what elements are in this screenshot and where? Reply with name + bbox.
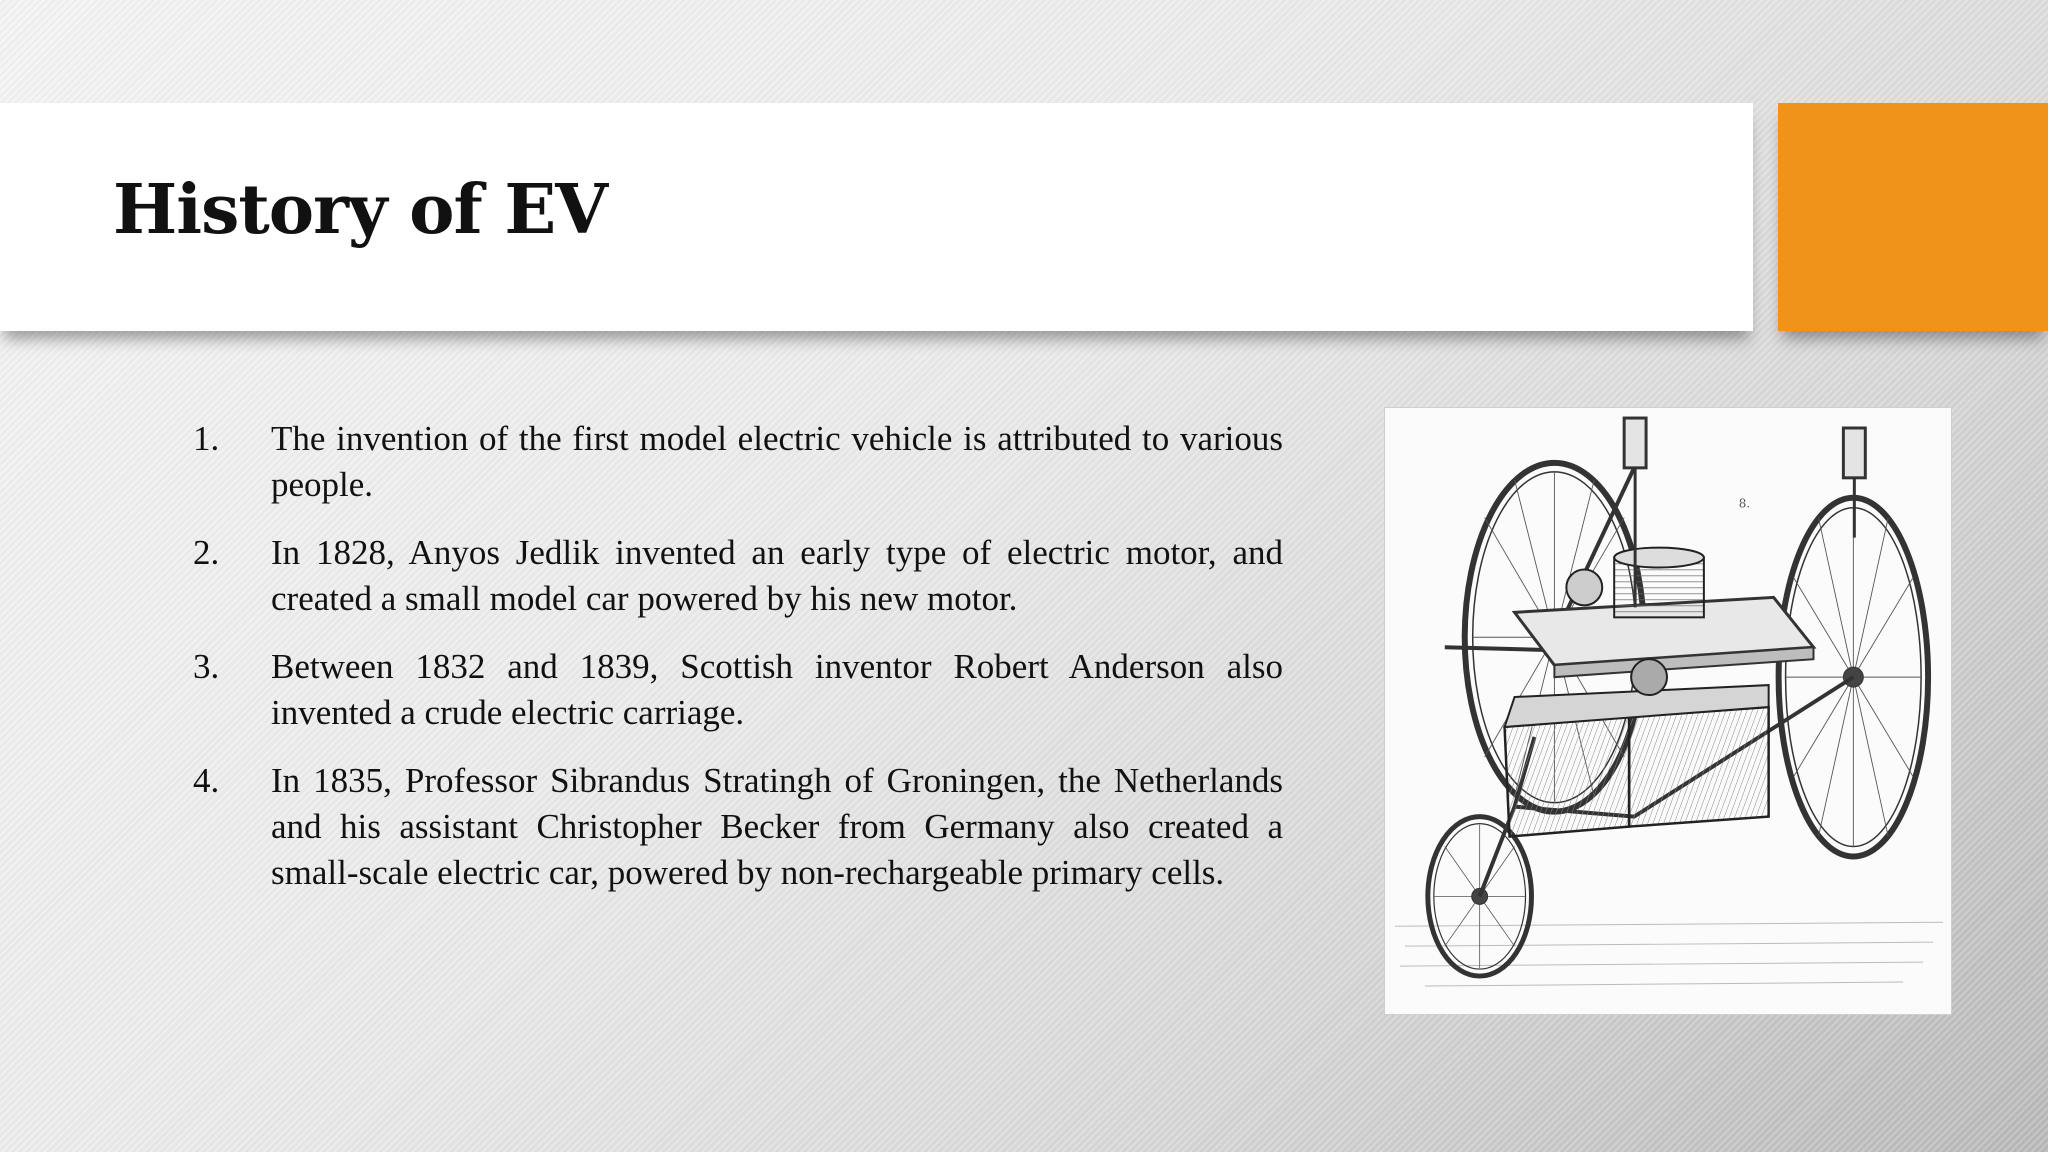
- list-item-number: 1.: [193, 419, 220, 458]
- list-item-text: The invention of the first model electric vehicle is attributed to various people.: [271, 419, 1283, 504]
- list-item-text: In 1835, Professor Sibrandus Stratingh of Groningen, the Netherlands and his assistant Christopher Becker from Germany also created a small-scale electric car, powered by non-rechargeable primary cells.: [271, 761, 1283, 892]
- list-item: [190, 644, 1283, 736]
- electric-tricycle-icon: [1385, 408, 1951, 1014]
- list-item-number: 2.: [193, 533, 220, 572]
- list-item-number: 3.: [193, 647, 220, 686]
- list-item-text: Between 1832 and 1839, Scottish inventor Robert Anderson also invented a crude electric carriage.: [271, 647, 1283, 732]
- list-item-number: 4.: [193, 761, 220, 800]
- list-item: [190, 530, 1283, 622]
- content-list: [190, 416, 1283, 918]
- slide-title: History of EV: [113, 170, 608, 250]
- list-item-text: In 1828, Anyos Jedlik invented an early type of electric motor, and created a small model car powered by his new motor.: [271, 533, 1283, 618]
- list-item: [190, 416, 1283, 508]
- electric-tricycle-image: [1384, 407, 1952, 1015]
- list-item: [190, 758, 1283, 896]
- figure-label: 8.: [1738, 496, 1751, 511]
- accent-block: [1778, 103, 2048, 331]
